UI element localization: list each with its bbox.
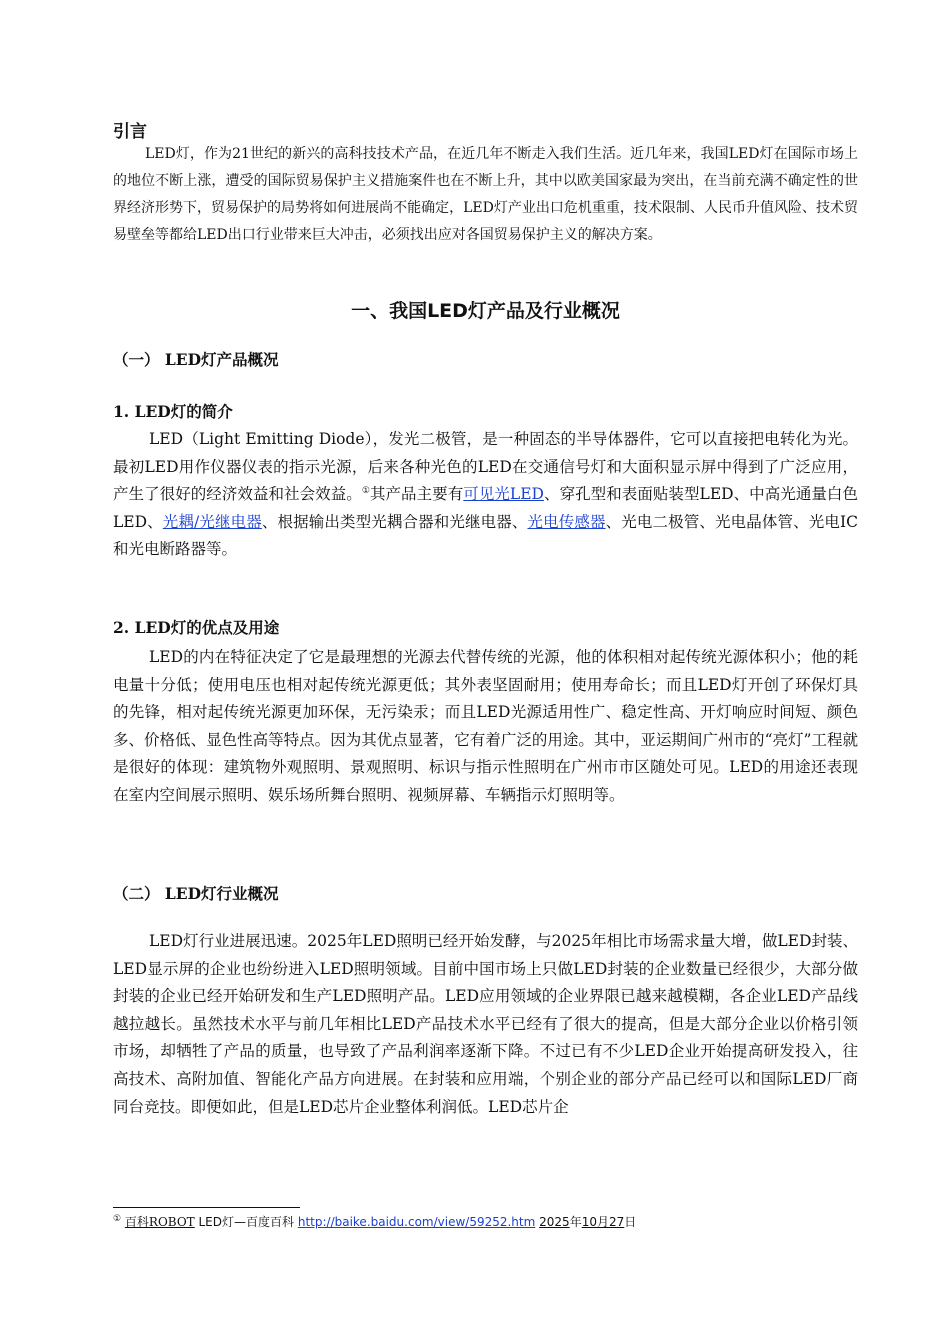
section-heading-industry: （二） LED灯行业概况 — [113, 884, 279, 903]
footnote — [113, 1213, 636, 1230]
advantages-paragraph-block — [113, 644, 858, 810]
subsection-heading-intro: 1. LED灯的简介 — [113, 402, 233, 421]
intro-title: 引言 — [113, 122, 147, 142]
footnote-url-link[interactable]: http://baike.baidu.com/view/59252.htm — [297, 1215, 536, 1229]
footnote-date-month: 10 — [581, 1215, 597, 1229]
link-photoelectric-sensor[interactable]: 光电传感器 — [527, 512, 606, 531]
led-intro-text-e: 、光电二极管、光电晶体管、光电IC和光电断路器等。 — [113, 512, 858, 559]
led-intro-text-d: 、根据输出类型光耦合器和光继电器、 — [261, 512, 528, 531]
industry-paragraph-block — [113, 928, 858, 1121]
chapter-heading: 一、我国LED灯产品及行业概况 — [351, 300, 620, 322]
footnote-day-char: 日 — [624, 1215, 637, 1229]
subsection-heading-advantages: 2. LED灯的优点及用途 — [113, 618, 280, 637]
footnote-source: 百科ROBOT — [124, 1215, 195, 1229]
link-visible-light-led[interactable]: 可见光LED — [463, 485, 544, 504]
footnote-mark: ① — [113, 1214, 122, 1224]
section-heading-products: （一） LED灯产品概况 — [113, 350, 279, 369]
intro-paragraph: LED灯，作为21世纪的新兴的高科技技术产品，在近几年不断走入我们生活。近几年来，我国LED灯在国际市场上的地位不断上涨，遭受的国际贸易保护主义措施案件也在不断上升，其中以欧美国家最为突出，在当前充满不确定性的世界经济形势下，贸易保护的局势将如何进展尚不能确定，LED灯产业出口危机重重，技术限制、人民币升值风险、技术贸易壁垒等都给LED出口行业带来巨大冲击，必须找出应对各国贸易保护主义的解决方案。 — [113, 146, 858, 243]
footnote-title: LED灯—百度百科 — [198, 1215, 295, 1229]
footnote-date-year: 2025 — [539, 1215, 570, 1229]
led-intro-text-a: LED（Light Emitting Diode），发光二极管，是一种固态的半导体器件，它可以直接把电转化为光。最初LED用作仪器仪表的指示光源，后来各种光色的LED在交通信号灯和大面积显示屏中得到了广泛应用，产生了很好的经济效益和社会效益。 — [113, 430, 858, 504]
footnote-month-char: 月 — [596, 1215, 609, 1229]
industry-paragraph: LED灯行业进展迅速。2025年LED照明已经开始发酵，与2025年相比市场需求量大增，做LED封装、LED显示屏的企业也纷纷进入LED照明领域。目前中国市场上只做LED封装的企业数量已经很少，大部分做封装的企业已经开始研发和生产LED照明产品。LED应用领域的企业界限已越来越模糊，各企业LED产品线越拉越长。虽然技术水平与前几年相比LED产品技术水平已经有了很大的提高，但是大部分企业以价格引领市场，却牺牲了产品的质量，也导致了产品利润率逐渐下降。不过已有不少LED企业开始提高研发投入，往高技术、高附加值、智能化产品方向进展。在封装和应用端，个别企业的部分产品已经可以和国际LED厂商同台竞技。即便如此，但是LED芯片企业整体利润低。LED芯片企 — [113, 932, 858, 1116]
led-intro-paragraph-block — [113, 426, 858, 564]
footnote-separator — [113, 1207, 300, 1208]
intro-paragraph-block — [113, 141, 858, 249]
led-intro-text-b: 其产品主要有 — [369, 485, 464, 504]
footnote-reference[interactable]: ① — [361, 486, 370, 497]
advantages-paragraph: LED的内在特征决定了它是最理想的光源去代替传统的光源，他的体积相对起传统光源体积小；他的耗电量十分低；使用电压也相对起传统光源更低；其外表坚固耐用；使用寿命长；而且LED灯开创了环保灯具的先锋，相对起传统光源更加环保，无污染汞；而且LED光源适用性广、稳定性高、开灯响应时间短、颜色多、价格低、显色性高等特点。因为其优点显著，它有着广泛的用途。其中，亚运期间广州市的“亮灯”工程就是很好的体现：建筑物外观照明、景观照明、标识与指示性照明在广州市市区随处可见。LED的用途还表现在室内空间展示照明、娱乐场所舞台照明、视频屏幕、车辆指示灯照明等。 — [113, 648, 858, 804]
footnote-date-day: 27 — [609, 1215, 625, 1229]
led-intro-text-c: 、穿孔型和表面贴装型LED、中高光通量白色LED、 — [113, 485, 858, 531]
link-optocoupler-relay[interactable]: 光耦/光继电器 — [162, 512, 262, 531]
led-intro-paragraph — [113, 426, 858, 564]
footnote-year-char: 年 — [569, 1215, 582, 1229]
